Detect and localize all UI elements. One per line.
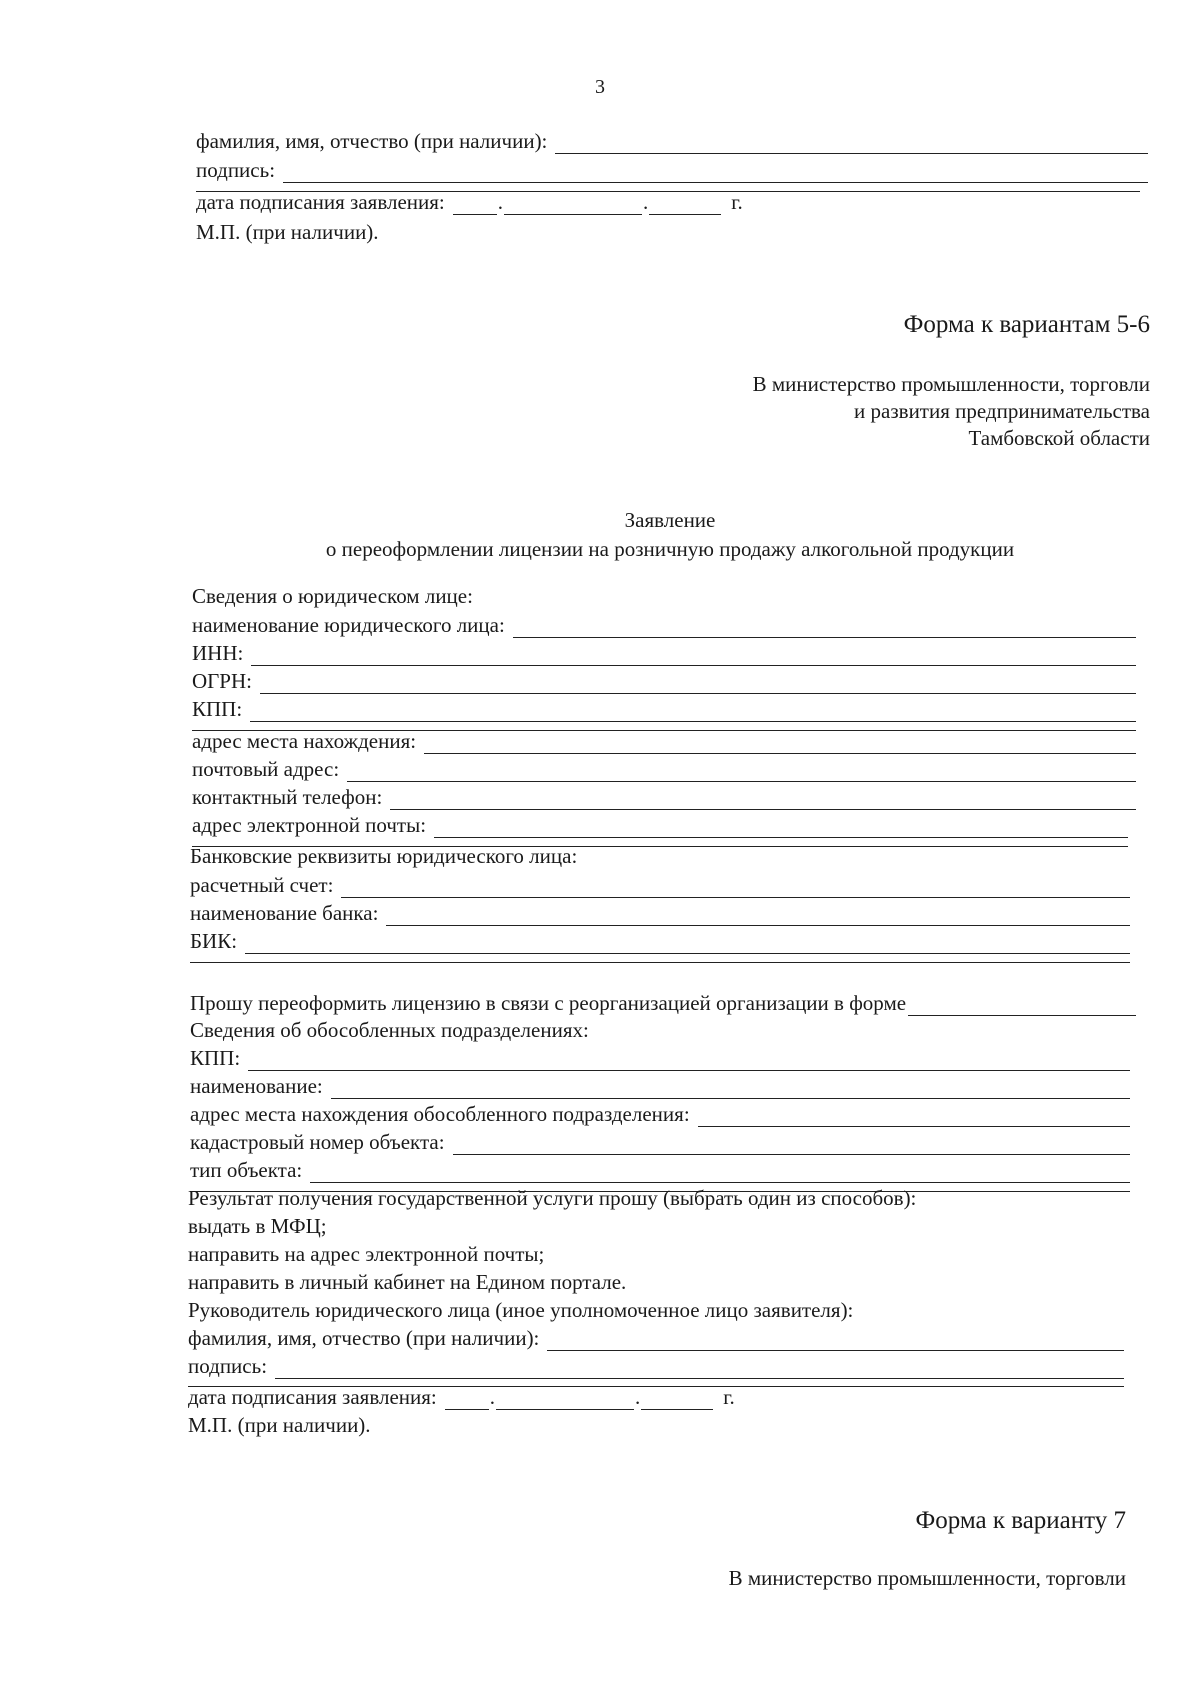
bik-field[interactable]	[245, 935, 1130, 954]
legal-name-label: наименование юридического лица:	[192, 613, 505, 637]
request-row	[190, 990, 1136, 1016]
fio-row	[188, 1325, 1124, 1351]
subdivision-address-row	[190, 1101, 1130, 1127]
fio-field[interactable]	[555, 135, 1148, 154]
subdivision-address-label: адрес места нахождения обособленного подразделения:	[190, 1102, 690, 1126]
result-option[interactable]: выдать в МФЦ;	[188, 1214, 327, 1238]
addressee-line: В министерство промышленности, торговли	[752, 372, 1150, 396]
date-label: дата подписания заявления:	[196, 190, 445, 214]
legal-name-row	[192, 612, 1136, 638]
fio-label: фамилия, имя, отчество (при наличии):	[196, 129, 548, 153]
head-header: Руководитель юридического лица (иное уполномоченное лицо заявителя):	[188, 1298, 854, 1322]
address-row	[192, 728, 1136, 754]
date-separator: .	[634, 1385, 641, 1409]
fio-label: фамилия, имя, отчество (при наличии):	[188, 1326, 540, 1350]
signature-row-top	[196, 157, 1148, 183]
date-month-field[interactable]	[504, 196, 642, 215]
account-field[interactable]	[341, 879, 1130, 898]
bik-row	[190, 928, 1130, 954]
kpp-row	[192, 696, 1136, 722]
request-text: Прошу переоформить лицензию в связи с реорганизацией организации в форме	[190, 991, 907, 1015]
bank-details-header: Банковские реквизиты юридического лица:	[190, 844, 578, 868]
ogrn-label: ОГРН:	[192, 669, 252, 693]
date-year-field[interactable]	[649, 196, 721, 215]
date-day-field[interactable]	[453, 196, 497, 215]
email-row	[192, 812, 1128, 838]
fio-row-top	[196, 128, 1148, 154]
signature-label: подпись:	[188, 1354, 268, 1378]
object-type-row	[190, 1157, 1130, 1183]
date-row	[188, 1384, 735, 1410]
year-suffix: г.	[723, 1385, 735, 1409]
bik-extra-line	[190, 962, 1130, 963]
date-year-field[interactable]	[641, 1391, 713, 1410]
year-suffix: г.	[731, 190, 743, 214]
ogrn-field[interactable]	[260, 675, 1136, 694]
subdivisions-header: Сведения об обособленных подразделениях:	[190, 1018, 589, 1042]
stamp-label: М.П. (при наличии).	[188, 1413, 371, 1437]
signature-field[interactable]	[283, 164, 1148, 183]
addressee-block	[753, 371, 1150, 452]
reorganization-form-field[interactable]	[908, 997, 1136, 1016]
bank-name-row	[190, 900, 1130, 926]
object-type-label: тип объекта:	[190, 1158, 303, 1182]
result-header: Результат получения государственной услуги прошу (выбрать один из способов):	[188, 1186, 917, 1210]
result-option[interactable]: направить в личный кабинет на Едином портале.	[188, 1270, 627, 1294]
signature-field[interactable]	[275, 1360, 1124, 1379]
subdivision-name-field[interactable]	[331, 1080, 1130, 1099]
object-type-field[interactable]	[310, 1164, 1130, 1183]
date-row-top	[196, 189, 743, 215]
form-7-addressee: В министерство промышленности, торговли	[728, 1566, 1126, 1590]
cadastral-field[interactable]	[453, 1136, 1130, 1155]
form-heading-5-6: Форма к вариантам 5-6	[903, 311, 1150, 338]
inn-field[interactable]	[251, 647, 1136, 666]
legal-name-field[interactable]	[513, 619, 1136, 638]
inn-label: ИНН:	[192, 641, 244, 665]
postal-address-label: почтовый адрес:	[192, 757, 340, 781]
addressee-line: Тамбовской области	[968, 426, 1150, 450]
fio-field[interactable]	[547, 1332, 1124, 1351]
result-option[interactable]: направить на адрес электронной почты;	[188, 1242, 545, 1266]
date-separator: .	[642, 190, 649, 214]
addressee-line: и развития предпринимательства	[854, 399, 1150, 423]
date-month-field[interactable]	[496, 1391, 634, 1410]
postal-address-field[interactable]	[347, 763, 1136, 782]
form-heading-7: Форма к варианту 7	[915, 1507, 1126, 1534]
phone-field[interactable]	[390, 791, 1136, 810]
address-field[interactable]	[424, 735, 1136, 754]
cadastral-label: кадастровый номер объекта:	[190, 1130, 445, 1154]
subdivision-name-label: наименование:	[190, 1074, 323, 1098]
bik-label: БИК:	[190, 929, 238, 953]
email-field[interactable]	[434, 819, 1128, 838]
phone-label: контактный телефон:	[192, 785, 383, 809]
address-label: адрес места нахождения:	[192, 729, 417, 753]
stamp-label-top: М.П. (при наличии).	[196, 220, 379, 244]
phone-row	[192, 784, 1136, 810]
date-separator: .	[497, 190, 503, 214]
inn-row	[192, 640, 1136, 666]
account-label: расчетный счет:	[190, 873, 334, 897]
bank-name-label: наименование банка:	[190, 901, 379, 925]
postal-address-row	[192, 756, 1136, 782]
document-title: Заявление	[624, 508, 716, 532]
kpp-label: КПП:	[192, 697, 243, 721]
signature-row	[188, 1353, 1124, 1379]
subdivision-kpp-label: КПП:	[190, 1046, 241, 1070]
signature-label: подпись:	[196, 158, 276, 182]
date-label: дата подписания заявления:	[188, 1385, 437, 1409]
document-subtitle: о переоформлении лицензии на розничную продажу алкогольной продукции	[325, 537, 1015, 561]
kpp-field[interactable]	[250, 703, 1136, 722]
subdivision-kpp-field[interactable]	[248, 1052, 1130, 1071]
page-number: 3	[595, 76, 605, 98]
email-label: адрес электронной почты:	[192, 813, 427, 837]
subdivision-kpp-row	[190, 1045, 1130, 1071]
ogrn-row	[192, 668, 1136, 694]
subdivision-address-field[interactable]	[698, 1108, 1130, 1127]
date-separator: .	[489, 1385, 495, 1409]
bank-name-field[interactable]	[386, 907, 1130, 926]
subdivision-name-row	[190, 1073, 1130, 1099]
date-day-field[interactable]	[445, 1391, 489, 1410]
cadastral-row	[190, 1129, 1130, 1155]
account-row	[190, 872, 1130, 898]
legal-entity-header: Сведения о юридическом лице:	[192, 584, 473, 608]
